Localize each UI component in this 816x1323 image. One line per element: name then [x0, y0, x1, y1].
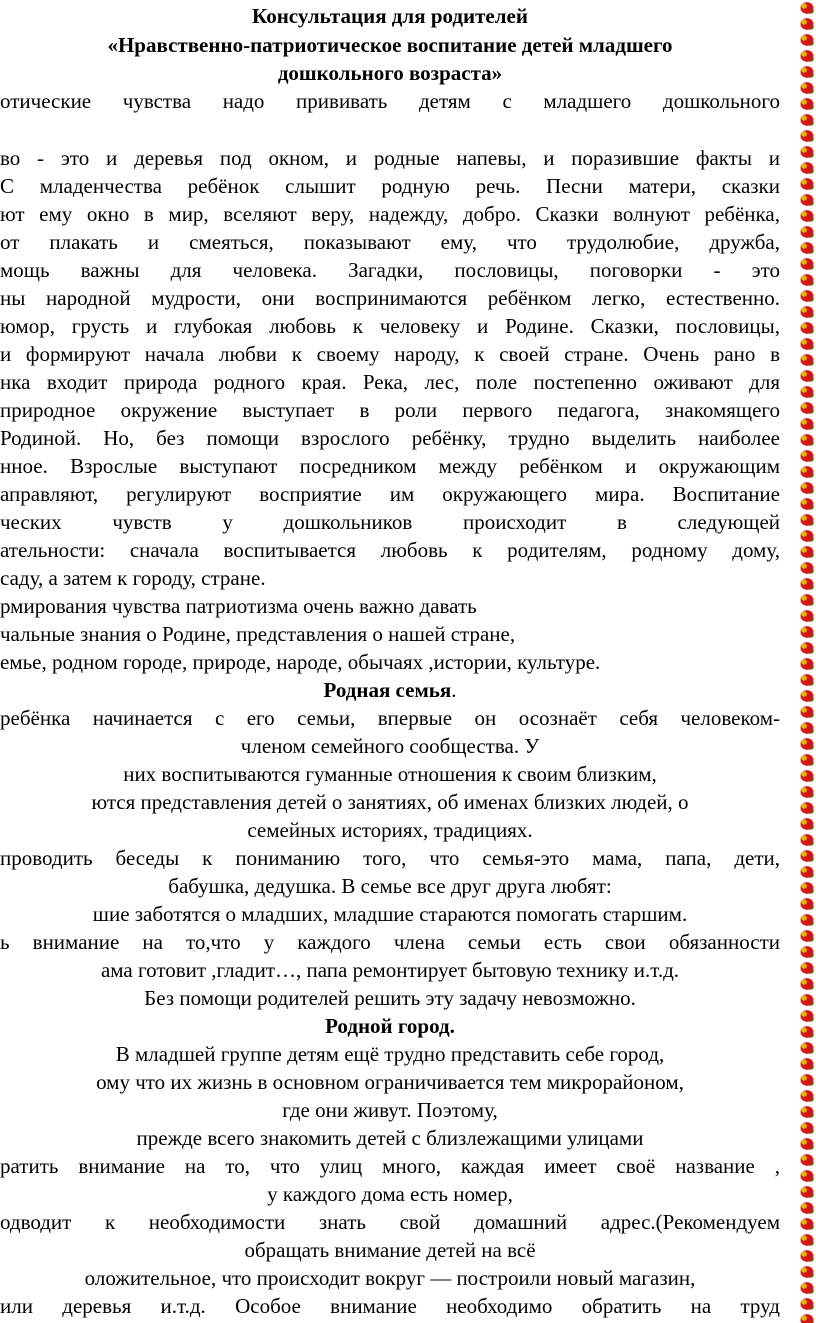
body-line: ательности: сначала воспитывается любовь к родителям, родному дому, — [0, 538, 780, 562]
decorative-flower-border — [798, 0, 816, 1323]
body-line: С младенчества ребёнок слышит родную речь. Песни матери, сказки — [0, 174, 780, 198]
family-line: Без помощи родителей решить эту задачу невозможно. — [144, 986, 636, 1010]
title-line-3: дошкольного возраста» — [277, 61, 503, 85]
family-line: семейных историях, традициях. — [247, 818, 533, 842]
section-heading-city: Родной город. — [325, 1014, 455, 1038]
body-line: мощь важны для человека. Загадки, пословицы, поговорки - это — [0, 258, 780, 282]
body-line: во - это и деревья под окном, и родные напевы, и поразившие факты и — [0, 146, 780, 170]
title-line-1: Консультация для родителей — [252, 4, 528, 28]
body-line: ны народной мудрости, они воспринимаются ребёнком легко, естественно. — [0, 286, 780, 310]
family-line: ь внимание на то,что у каждого члена семьи есть свои обязанности — [0, 930, 780, 954]
family-line: них воспитываются гуманные отношения к своим близким, — [123, 762, 657, 786]
body-line: аправляют, регулируют восприятие им окружающего мира. Воспитание — [0, 482, 780, 506]
family-line: ребёнка начинается с его семьи, впервые он осознаёт себя человеком- — [0, 706, 780, 730]
city-line: прежде всего знакомить детей с близлежащими улицами — [136, 1126, 644, 1150]
section-heading-family — [0, 677, 780, 703]
body-line: отические чувства надо прививать детям с младшего дошкольного — [0, 89, 780, 113]
family-line: проводить беседы к пониманию того, что семья-это мама, папа, дети, — [0, 846, 780, 870]
family-line: бабушка, дедушка. В семье все друг друга любят: — [168, 874, 612, 898]
city-line: В младшей группе детям ещё трудно представить себе город, — [115, 1042, 665, 1066]
body-line: Родиной. Но, без помощи взрослого ребёнку, трудно выделить наиболее — [0, 426, 780, 450]
body-line: и формируют начала любви к своему народу, к своей стране. Очень рано в — [0, 342, 780, 366]
body-line: рмирования чувства патриотизма очень важно давать — [0, 594, 477, 618]
family-line: шие заботятся о младших, младшие стараются помогать старшим. — [92, 902, 688, 926]
body-line: нка входит природа родного края. Река, лес, поле постепенно оживают для — [0, 370, 780, 394]
city-line: оложительное, что происходит вокруг — построили новый магазин, — [84, 1266, 696, 1290]
body-line: ют ему окно в мир, вселяют веру, надежду, добро. Сказки волнуют ребёнка, — [0, 202, 780, 226]
body-line: чальные знания о Родине, представления о нашей стране, — [0, 622, 516, 646]
city-line: ратить внимание на то, что улиц много, каждая имеет своё название , — [0, 1154, 780, 1178]
family-line: ются представления детей о занятиях, об именах близких людей, о — [91, 790, 689, 814]
section-heading-period: . — [451, 678, 457, 702]
body-line: емье, родном городе, природе, народе, обычаях ,истории, культуре. — [0, 650, 601, 674]
body-line: ческих чувств у дошкольников происходит в следующей — [0, 510, 780, 534]
body-line: от плакать и смеяться, показывают ему, что трудолюбие, дружба, — [0, 230, 780, 254]
city-line: у каждого дома есть номер, — [267, 1182, 513, 1206]
body-line: юмор, грусть и глубокая любовь к человеку и Родине. Сказки, пословицы, — [0, 314, 780, 338]
city-line: обращать внимание детей на всё — [244, 1238, 536, 1262]
body-line: нное. Взрослые выступают посредником между ребёнком и окружающим — [0, 454, 780, 478]
family-line: членом семейного сообщества. У — [240, 734, 540, 758]
body-line: природное окружение выступает в роли первого педагога, знакомящего — [0, 398, 780, 422]
city-line: где они живут. Поэтому, — [282, 1098, 498, 1122]
city-line: одводит к необходимости знать свой домашний адрес.(Рекомендуем — [0, 1210, 780, 1234]
city-line: ому что их жизнь в основном ограничивается тем микрорайоном, — [96, 1070, 684, 1094]
city-line: или деревья и.т.д. Особое внимание необходимо обратить на труд — [0, 1294, 780, 1318]
family-line: ама готовит ,гладит…, папа ремонтирует бытовую технику и.т.д. — [100, 958, 680, 982]
section-heading-text: Родная семья — [323, 678, 452, 702]
body-line: саду, а затем к городу, стране. — [0, 566, 266, 590]
title-line-2: «Нравственно-патриотическое воспитание детей младшего — [107, 33, 673, 57]
